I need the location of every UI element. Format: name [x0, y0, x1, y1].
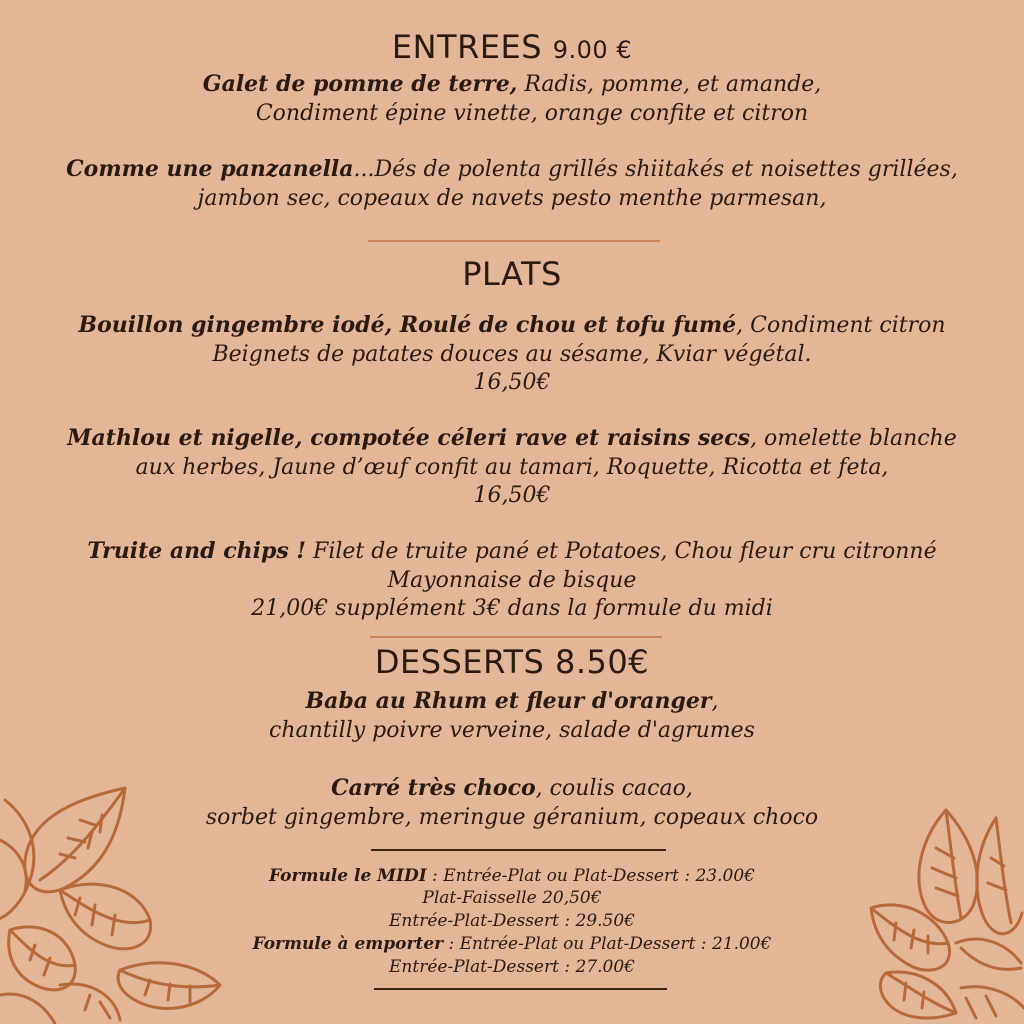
plat-3-line1 — [0, 537, 1024, 566]
dessert-1-name: Baba au Rhum et fleur d'oranger — [305, 688, 712, 714]
entree-2-line1 — [0, 155, 1024, 184]
entree-2-desc: ...Dés de polenta grillés shiitakés et noisettes grillées, — [353, 157, 958, 182]
plat-3-name: Truite and chips ! — [87, 538, 307, 564]
plat-3-price: 21,00€ supplément 3€ dans la formule du midi — [251, 596, 773, 621]
leaf-cluster-icon — [0, 780, 230, 1024]
plat-2-price: 16,50€ — [473, 483, 551, 508]
entree-1-line2: Condiment épine vinette, orange confite et citron — [255, 101, 809, 126]
plat-1-line1 — [0, 311, 1024, 340]
plat-1-desc: , Condiment citron — [736, 313, 946, 338]
separator — [368, 240, 660, 242]
plat-3-desc: Filet de truite pané et Potatoes, Chou fleur cru citronné — [306, 539, 937, 564]
formule-emporter-line2: Entrée-Plat-Dessert : 27.00€ — [389, 957, 635, 977]
plats-heading: PLATS — [462, 255, 562, 293]
desserts-heading: DESSERTS 8.50€ — [374, 643, 650, 681]
formule-midi-price: : Entrée-Plat ou Plat-Dessert : 23.00€ — [426, 866, 755, 886]
separator — [370, 636, 662, 638]
dessert-1-desc: , — [711, 689, 719, 714]
plat-2-name: Mathlou et nigelle, compotée céleri rave et raisins secs — [67, 425, 751, 451]
separator — [374, 988, 667, 990]
plat-3-line2: Mayonnaise de bisque — [387, 568, 637, 593]
leaf-cluster-icon — [866, 808, 1024, 1024]
dessert-1-line1 — [0, 687, 1024, 716]
formule-midi-line3: Entrée-Plat-Dessert : 29.50€ — [389, 911, 635, 931]
dessert-2-line2: sorbet gingembre, meringue géranium, copeaux choco — [205, 805, 819, 830]
plat-1-line2: Beignets de patates douces au sésame, Kviar végétal. — [212, 342, 812, 367]
entrees-title: ENTREES — [391, 28, 543, 66]
entree-1-line1 — [0, 70, 1024, 99]
entree-2-line2: jambon sec, copeaux de navets pesto menthe parmesan, — [197, 186, 827, 211]
formule-emporter-price: : Entrée-Plat ou Plat-Dessert : 21.00€ — [443, 934, 772, 954]
formule-midi-label: Formule le MIDI — [269, 866, 427, 886]
plat-2-desc: , omelette blanche — [750, 426, 957, 451]
entree-2-name: Comme une panzanella — [66, 156, 354, 182]
plat-2-line1 — [0, 424, 1024, 453]
dessert-2-desc: , coulis cacao, — [535, 776, 693, 801]
plat-1-name: Bouillon gingembre iodé, Roulé de chou et tofu fumé — [78, 312, 737, 338]
formule-emporter-label: Formule à emporter — [252, 934, 444, 954]
plat-2-line2: aux herbes, Jaune d’œuf confit au tamari, Roquette, Ricotta et feta, — [135, 455, 889, 480]
separator — [371, 849, 666, 851]
dessert-1-line2: chantilly poivre verveine, salade d'agrumes — [269, 718, 755, 743]
entree-1-name: Galet de pomme de terre, — [202, 71, 518, 97]
plat-1-price: 16,50€ — [473, 370, 551, 395]
entrees-price: 9.00 € — [552, 36, 633, 64]
formule-midi-line2: Plat-Faisselle 20,50€ — [422, 888, 602, 908]
entree-1-desc: Radis, pomme, et amande, — [517, 72, 822, 97]
entrees-heading — [0, 28, 1024, 66]
dessert-2-name: Carré très choco — [331, 775, 536, 801]
